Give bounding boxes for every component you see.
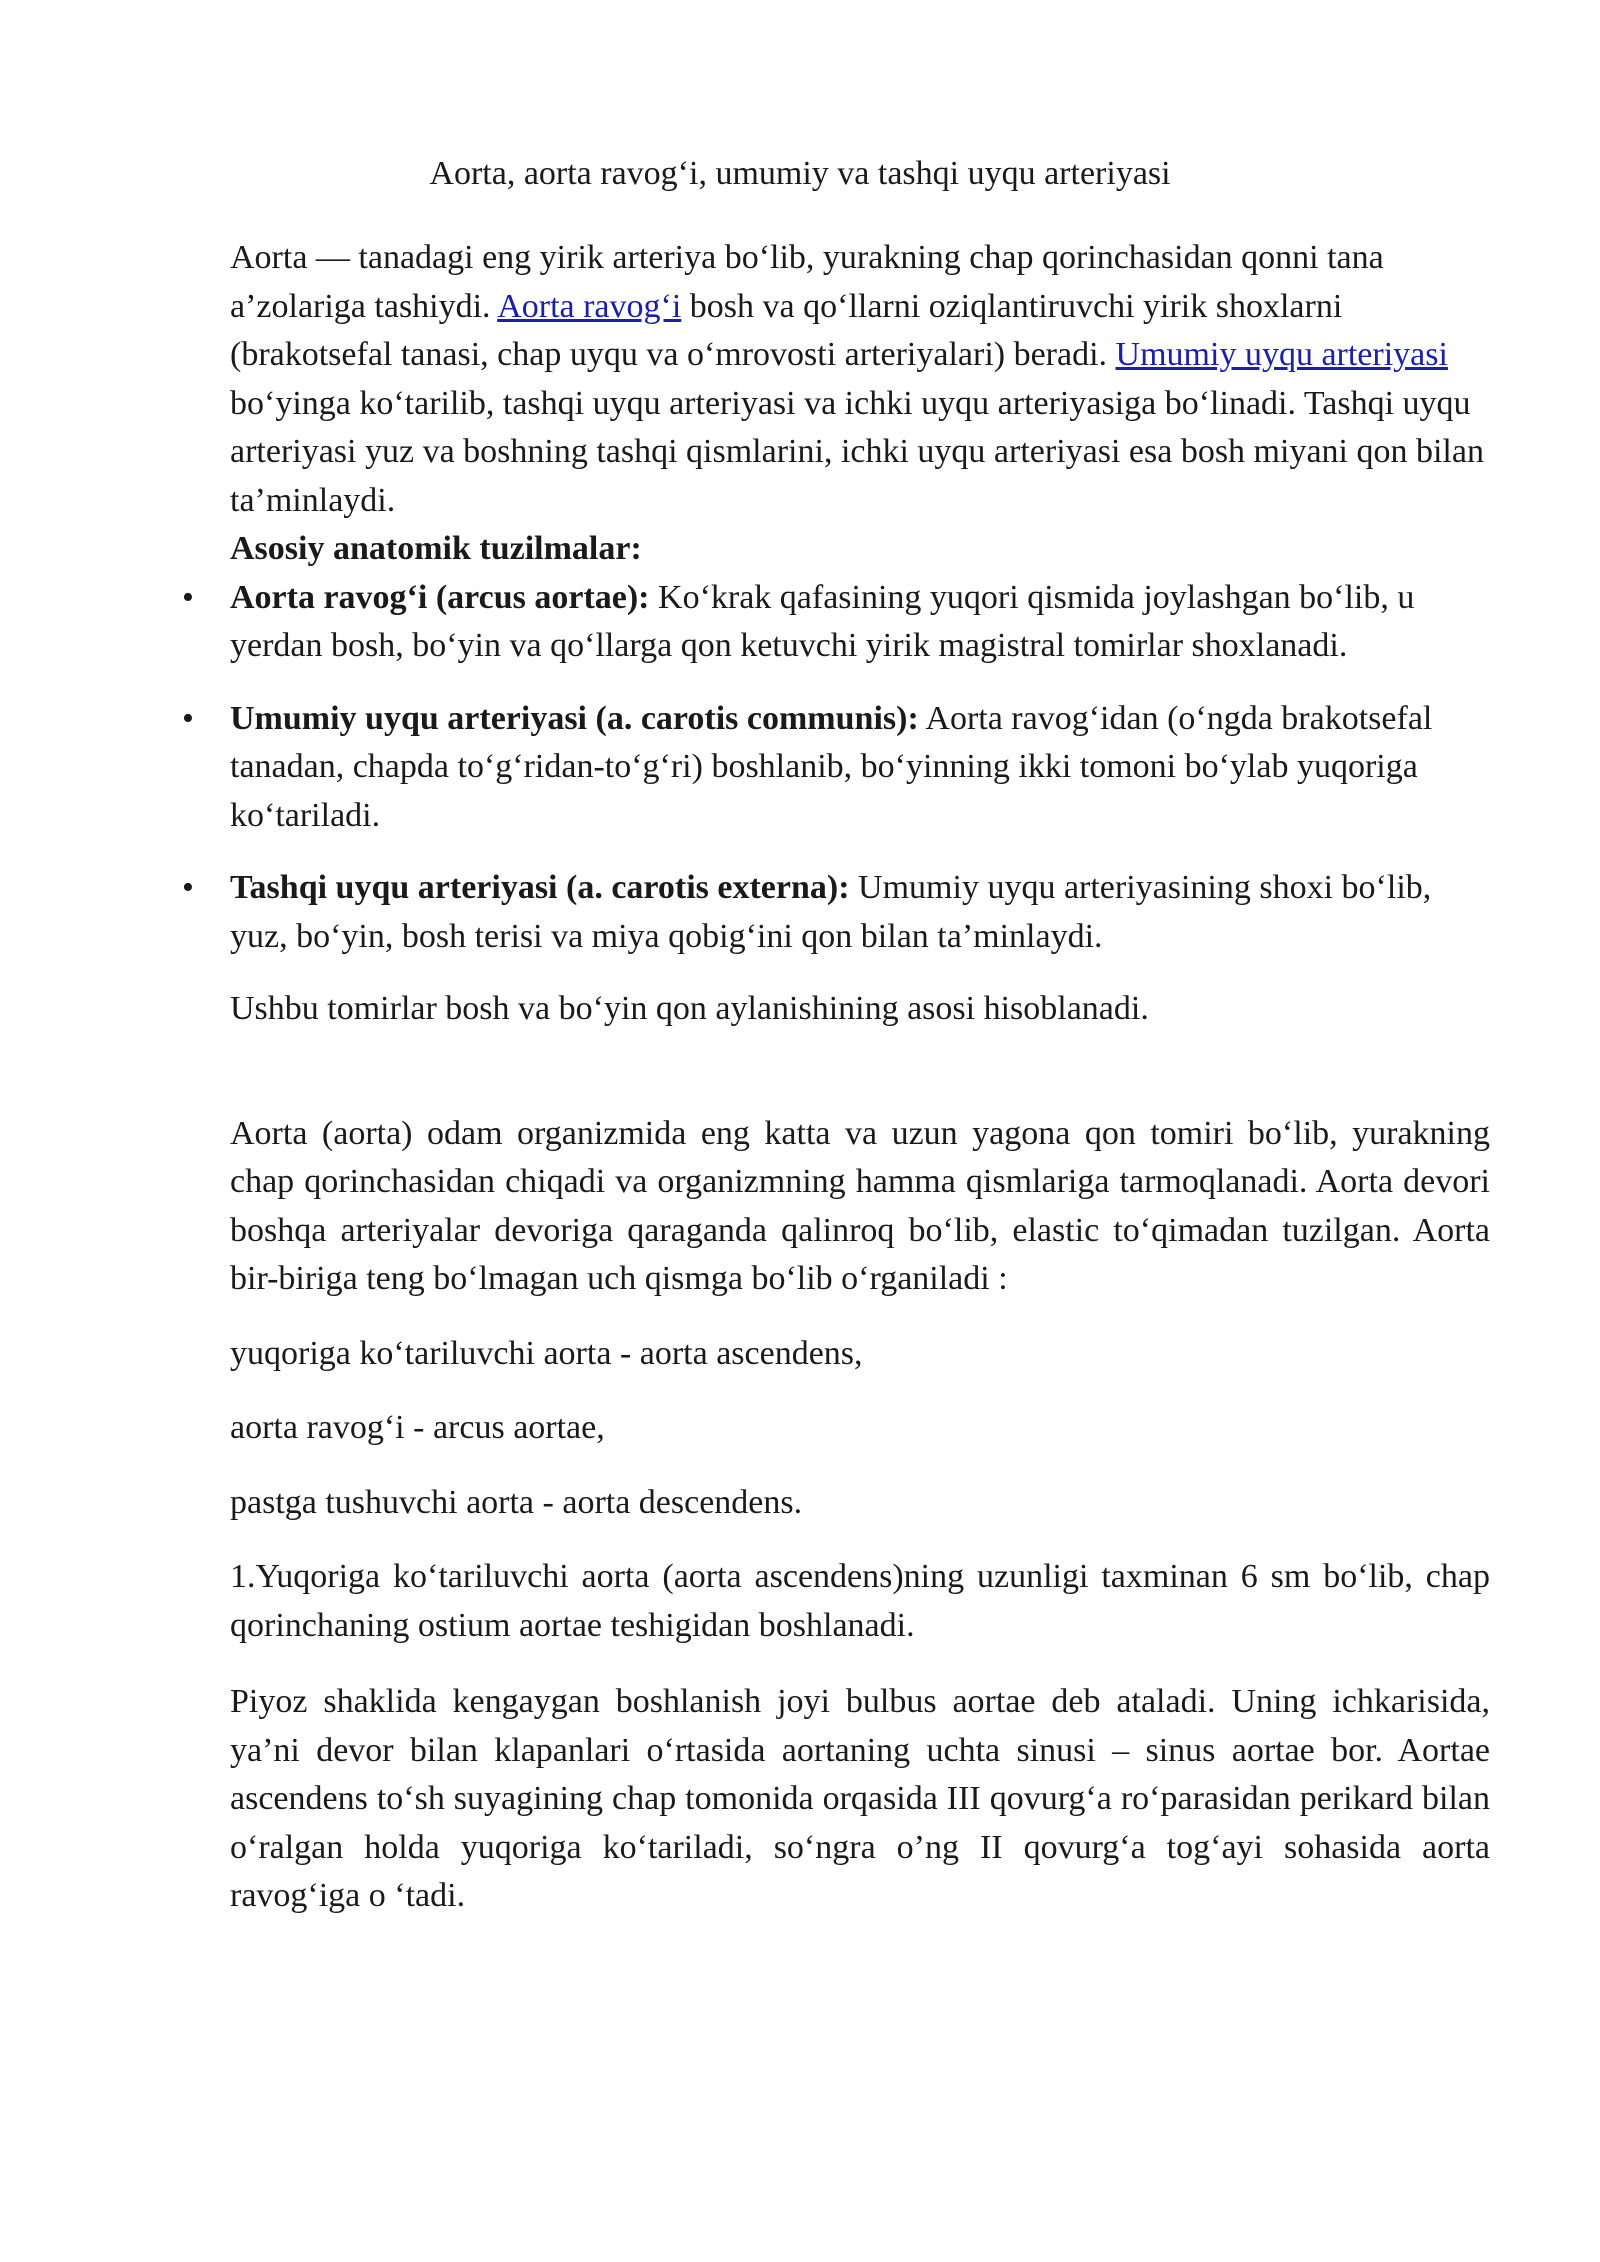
intro-text-1: Aorta — tanadagi eng yirik arteriya bo‘lib, yurakning chap qorinchasidan qonni tana a’zolariga tashiydi. (230, 239, 1384, 325)
aorta-part-descending: pastga tushuvchi aorta - aorta descendens. (230, 1483, 803, 1521)
intro-text-2: bosh va qo‘llarni oziqlantiruvchi yirik shoxlarni (brakotsefal tanasi, chap uyqu va o‘mrovosti arteriyalari) beradi. (230, 287, 1343, 373)
list-item-text: Aorta ravog‘idan (o‘ngda brakotsefal tanadan, chapda to‘g‘ridan-to‘g‘ri) boshlanib, bo‘yinning ikki tomoni bo‘ylab yuqoriga ko‘tariladi. (230, 699, 1433, 834)
document-body (182, 234, 1490, 1921)
aorta-part-ascending: yuqoriga ko‘tariluvchi aorta - aorta ascendens, (230, 1334, 863, 1372)
structures-heading: Asosiy anatomik tuzilmalar: (230, 530, 642, 567)
list-item-term: Umumiy uyqu arteriyasi (a. carotis communis): (230, 699, 919, 737)
aorta-description-paragraph: Aorta (aorta) odam organizmida eng katta va uzun yagona qon tomiri bo‘lib, yurakning chap qorinchasidan chiqadi va organizmning hamma qismlariga tarmoqlanadi. Aorta devori boshqa arteriyalar devoriga qaraganda qalinroq bo‘lib, elastic to‘qimadan tuzilgan. Aorta bir-biriga teng bo‘lmagan uch qismga bo‘lib o‘rganiladi : (230, 1114, 1490, 1297)
list-item-text: Umumiy uyqu arteriyasining shoxi bo‘lib, yuz, bo‘yin, bosh terisi va miya qobig‘ini qon bilan ta’minlaydi. (230, 869, 1432, 955)
list-item (182, 574, 1490, 671)
structures-list (182, 574, 1490, 962)
intro-paragraph (230, 234, 1490, 525)
list-item-text: Ko‘krak qafasining yuqori qismida joylashgan bo‘lib, u yerdan bosh, bo‘yin va qo‘llarga qon ketuvchi yirik magistral tomirlar shoxlanadi. (230, 578, 1415, 664)
document-title: Aorta, aorta ravog‘i, umumiy va tashqi uyqu arteriyasi (429, 155, 1171, 192)
ascending-aorta-paragraph: 1.Yuqoriga ko‘tariluvchi aorta (aorta ascendens)ning uzunligi taxminan 6 sm bo‘lib, chap qorinchaning ostium aortae teshigidan boshlanadi. (230, 1558, 1490, 1644)
intro-text-3: bo‘yinga ko‘tarilib, tashqi uyqu arteriyasi va ichki uyqu arteriyasiga bo‘linadi. Tashqi uyqu arteriyasi yuz va boshning tashqi qismlarini, ichki uyqu arteriyasi esa bosh miyani qon bilan ta’minlaydi. (230, 384, 1484, 519)
bullet-marker: • (182, 869, 194, 906)
list-item-term: Tashqi uyqu arteriyasi (a. carotis externa): (230, 869, 850, 906)
common-carotid-link[interactable]: Umumiy uyqu arteriyasi (1115, 336, 1448, 373)
summary-paragraph: Ushbu tomirlar bosh va bo‘yin qon aylanishining asosi hisoblanadi. (230, 990, 1149, 1027)
aorta-arch-link[interactable]: Aorta ravog‘i (497, 287, 682, 325)
list-item-term: Aorta ravog‘i (arcus aortae): (230, 578, 650, 616)
aorta-part-arch: aorta ravog‘i - arcus aortae, (230, 1409, 605, 1446)
bullet-marker: • (182, 699, 194, 737)
list-item (182, 864, 1490, 961)
bullet-marker: • (182, 578, 194, 616)
bulbus-aortae-paragraph: Piyoz shaklida kengaygan boshlanish joyi bulbus aortae deb ataladi. Uning ichkarisida, ya’ni devor bilan klapanlari o‘rtasida aortaning uchta sinusi – sinus aortae bor. Aortae ascendens to‘sh suyagining chap tomonida orqasida III qovurg‘a ro‘parasidan perikard bilan o‘ralgan holda yuqoriga ko‘tariladi, so‘ngra o’ng II qovurg‘a tog‘ayi sohasida aorta ravog‘iga o ‘tadi. (230, 1683, 1490, 1914)
list-item (182, 695, 1490, 841)
